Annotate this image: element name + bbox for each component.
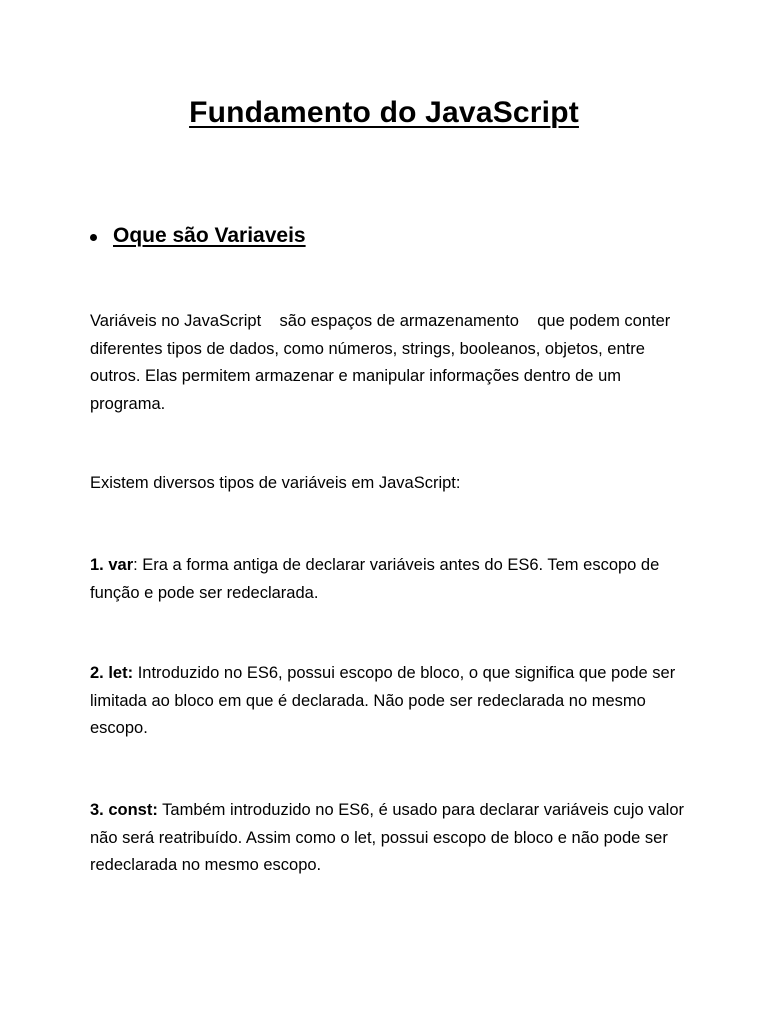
bullet-icon	[90, 234, 97, 241]
let-paragraph	[90, 660, 690, 743]
types-intro-paragraph: Existem diversos tipos de variáveis em JavaScript:	[90, 474, 461, 492]
let-description: Introduzido no ES6, possui escopo de bloco, o que significa que pode ser limitada ao bloco em que é declarada. Não pode ser redeclarada no mesmo escopo.	[90, 664, 676, 737]
document-title: Fundamento do JavaScript	[189, 96, 579, 129]
let-term: 2. let:	[90, 664, 134, 682]
intro-paragraph: Variáveis no JavaScript são espaços de armazenamento que podem conter diferentes tipos de dados, como números, strings, booleanos, objetos, entre outros. Elas permitem armazenar e manipular informações dentro de um programa.	[90, 312, 675, 413]
section-heading	[90, 224, 306, 248]
var-paragraph	[90, 552, 690, 607]
var-term: 1. var	[90, 556, 134, 574]
const-paragraph	[90, 797, 690, 880]
section-heading-label: Oque são Variaveis	[113, 224, 306, 247]
const-description: Também introduzido no ES6, é usado para declarar variáveis cujo valor não será reatribuído. Assim como o let, possui escopo de bloco e não pode ser redeclarada no mesmo escopo.	[90, 801, 685, 874]
var-description: : Era a forma antiga de declarar variáveis antes do ES6. Tem escopo de função e pode ser redeclarada.	[90, 556, 660, 602]
const-term: 3. const:	[90, 801, 158, 819]
